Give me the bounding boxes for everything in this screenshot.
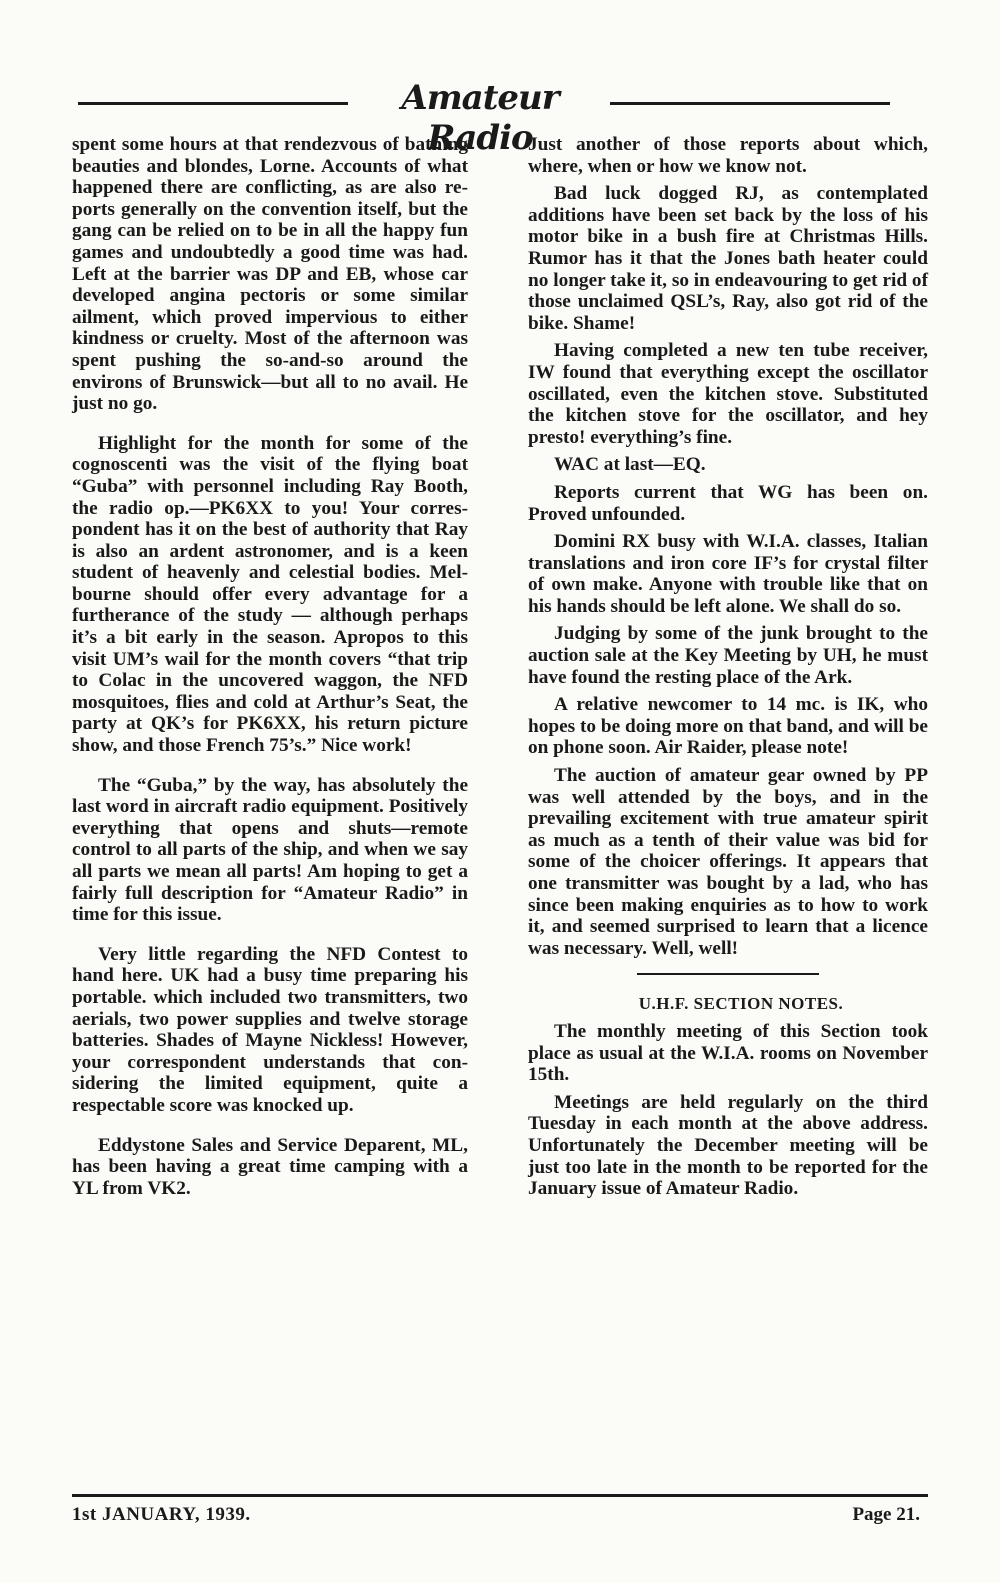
article-paragraph: WAC at last—EQ.	[554, 454, 706, 476]
footer-rule	[72, 1494, 928, 1497]
article-paragraph: Eddystone Sales and Service Deparent, ML, has been having a great time camping with a YL from VK2.	[72, 1134, 468, 1199]
article-paragraph: Bad luck dogged RJ, as contemplated additions have been set back by the loss of his motor bike in a bush fire at Christmas Hills. Rumor has it that the Jones bath heater could no longer take it, so in endeavouring to get rid of those unclaimed QSL’s, Ray, also got rid of the bike. Shame!	[528, 183, 928, 334]
article-paragraph: Just another of those reports about which, where, when or how we know not.	[528, 134, 928, 177]
article-paragraph: Judging by some of the junk brought to the auction sale at the Key Meeting by UH, he must have found the resting place of the Ark.	[528, 623, 928, 688]
article-paragraph: The auction of amateur gear owned by PP was well attended by the boys, and in the prevailing excitement with true amateur spirit as much as a tenth of their value was bid for some of the choicer offerings. It appears that one transmitter was bought by a lad, who has since been making enquiries as to how to work it, and seemed surprised to learn that a licence was necessary. Well, well!	[528, 765, 928, 959]
page-number: Page 21.	[852, 1504, 920, 1525]
article-paragraph: Domini RX busy with W.I.A. classes, Italian translations and iron core IF’s for crystal filter of own make. Anyone with trouble like that on his hands should be left alone. We shall do so.	[528, 531, 928, 617]
article-paragraph: The “Guba,” by the way, has absolutely the last word in aircraft radio equipment. Positively everything that opens and shuts—remote control to all parts of the ship, and when we say all parts we mean all parts! Am hoping to get a fairly full description for “Amateur Radio” in time for this issue.	[72, 774, 468, 926]
article-paragraph: Very little regarding the NFD Contest to hand here. UK had a busy time preparing his portable. which included two transmitters, two aerials, two power supplies and twelve storage batteries. Shades of Mayne Nickless! However, your correspondent understands that considering the limited equipment, quite a respectable score was knocked up.	[72, 943, 468, 1116]
masthead-rule-right	[610, 102, 890, 105]
article-paragraph: Having completed a new ten tube receiver, IW found that everything except the oscillator oscillated, even the kitchen stove. Substituted the kitchen stove for the oscillator, and hey presto! everything’s fine.	[528, 340, 928, 448]
masthead-rule-left	[78, 102, 348, 105]
right-column	[528, 134, 928, 1206]
section-paragraph: The monthly meeting of this Section took place as usual at the W.I.A. rooms on November 15th.	[528, 1020, 928, 1086]
article-paragraph: A relative newcomer to 14 mc. is IK, who hopes to be doing more on that band, and will be on phone soon. Air Raider, please note!	[528, 694, 928, 759]
article-paragraph: Reports current that WG has been on. Proved unfounded.	[528, 481, 928, 525]
section-heading: U.H.F. SECTION NOTES.	[638, 994, 844, 1014]
article-paragraph: Highlight for the month for some of the cognoscenti was the visit of the flying boat “Guba” with personnel including Ray Booth, the radio op.—PK6XX to you! Your correspondent has it on the best of authority that Ray is also an ardent astronomer, and is a keen student of heavenly and celestial bodies. Melbourne should offer every advantage for a furtherance of the study — although perhaps it’s a bit early in the season. Apropos to this visit UM’s wail for the month covers “that trip to Colac in the uncovered waggon, the NFD mosquitoes, flies and cold at Arthur’s Seat, the party at QK’s for PK6XX, his return picture show, and those French 75’s.” Nice work!	[72, 432, 468, 757]
left-column	[72, 134, 468, 1207]
footer-date: 1st JANUARY, 1939.	[72, 1504, 251, 1525]
article-paragraph: spent some hours at that rendezvous of bathing beauties and blondes, Lorne. Accounts of what happened there are conflicting, as are also reports generally on the convention itself, but the gang can be relied on to be in all the happy fun games and undoubtedly a good time was had. Left at the barrier was DP and EB, whose car developed angina pectoris or some similar ailment, which proved impervious to either kindness or cruelty. Most of the afternoon was spent pushing the so-and-so around the environs of Brunswick—but all to no avail. He just no go.	[72, 134, 468, 415]
section-divider	[637, 973, 819, 975]
masthead-title: Amateur Radio	[401, 78, 559, 158]
section-paragraph: Meetings are held regularly on the third Tuesday in each month at the above address. Unfortunately the December meeting will be just too late in the month to be reported for the January issue of Amateur Radio.	[528, 1091, 928, 1200]
